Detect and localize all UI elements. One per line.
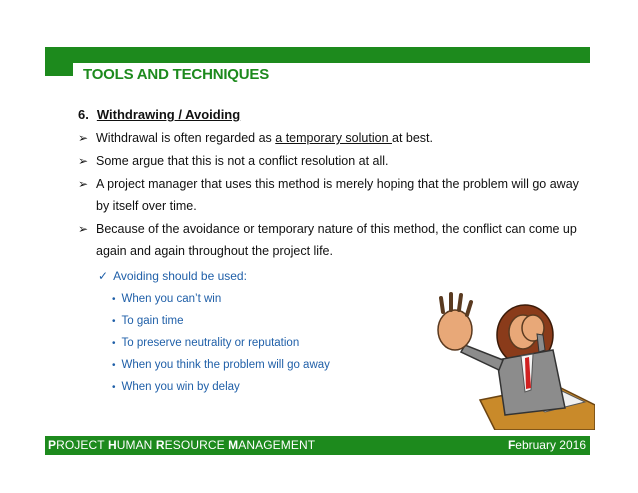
footer-word: ESOURCE xyxy=(164,438,229,452)
arrow-bullet-icon: ➢ xyxy=(78,222,89,236)
footer-initial: H xyxy=(107,438,117,452)
section-number: 6. xyxy=(78,107,89,122)
bullet-underlined-text: a temporary solution xyxy=(275,131,392,145)
footer-initial: R xyxy=(155,438,165,452)
sub-heading-text: Avoiding should be used: xyxy=(113,269,247,283)
bullet-text: Some argue that this is not a conflict resolution at all. xyxy=(96,154,389,168)
avoiding-man-illustration xyxy=(425,290,595,430)
sub-item xyxy=(112,290,330,312)
footer-date-rest: ebruary 2016 xyxy=(515,438,586,452)
sub-item-text: When you can’t win xyxy=(121,293,222,305)
footer-word: UMAN xyxy=(116,438,156,452)
section-heading-text: Withdrawing / Avoiding xyxy=(96,107,241,122)
footer-initial: P xyxy=(48,438,57,452)
sub-item-text: When you win by delay xyxy=(121,381,240,393)
bullet-item xyxy=(78,127,583,149)
dot-bullet-icon: • xyxy=(112,316,116,327)
sub-item xyxy=(112,334,330,356)
arrow-bullet-icon: ➢ xyxy=(78,177,89,191)
footer-word: ROJECT xyxy=(56,438,108,452)
footer-date-initial: F xyxy=(507,438,516,452)
sub-item-text: When you think the problem will go away xyxy=(121,359,330,371)
footer-date xyxy=(508,438,586,452)
bullet-item xyxy=(78,173,583,217)
bullet-text: Withdrawal is often regarded as xyxy=(96,131,276,145)
bullet-item xyxy=(78,218,583,262)
checkmark-icon: ✓ xyxy=(98,269,109,283)
bullet-list xyxy=(78,127,583,263)
dot-bullet-icon: • xyxy=(112,338,116,349)
slide-title: TOOLS AND TECHNIQUES xyxy=(83,66,270,83)
arrow-bullet-icon: ➢ xyxy=(78,154,89,168)
arrow-bullet-icon: ➢ xyxy=(78,131,89,145)
bullet-item xyxy=(78,150,583,172)
footer-word: ANAGEMENT xyxy=(238,438,316,452)
sub-item-list xyxy=(112,290,330,400)
sub-item xyxy=(112,356,330,378)
sub-item-text: To gain time xyxy=(121,315,184,327)
header-tab-accent xyxy=(45,47,73,76)
bullet-text: A project manager that uses this method is merely hoping that the problem will go away by itself over time. xyxy=(96,177,579,213)
sub-item-text: To preserve neutrality or reputation xyxy=(121,337,300,349)
section-heading xyxy=(78,107,240,122)
dot-bullet-icon: • xyxy=(112,360,116,371)
footer-initial: M xyxy=(228,438,239,452)
bullet-text: Because of the avoidance or temporary nature of this method, the conflict can come up again and again throughout the project life. xyxy=(96,222,577,258)
sub-item xyxy=(112,378,330,400)
bullet-text: at best. xyxy=(392,131,433,145)
dot-bullet-icon: • xyxy=(112,382,116,393)
sub-heading xyxy=(98,269,247,283)
dot-bullet-icon: • xyxy=(112,294,116,305)
footer-course-title xyxy=(48,438,315,452)
sub-item xyxy=(112,312,330,334)
